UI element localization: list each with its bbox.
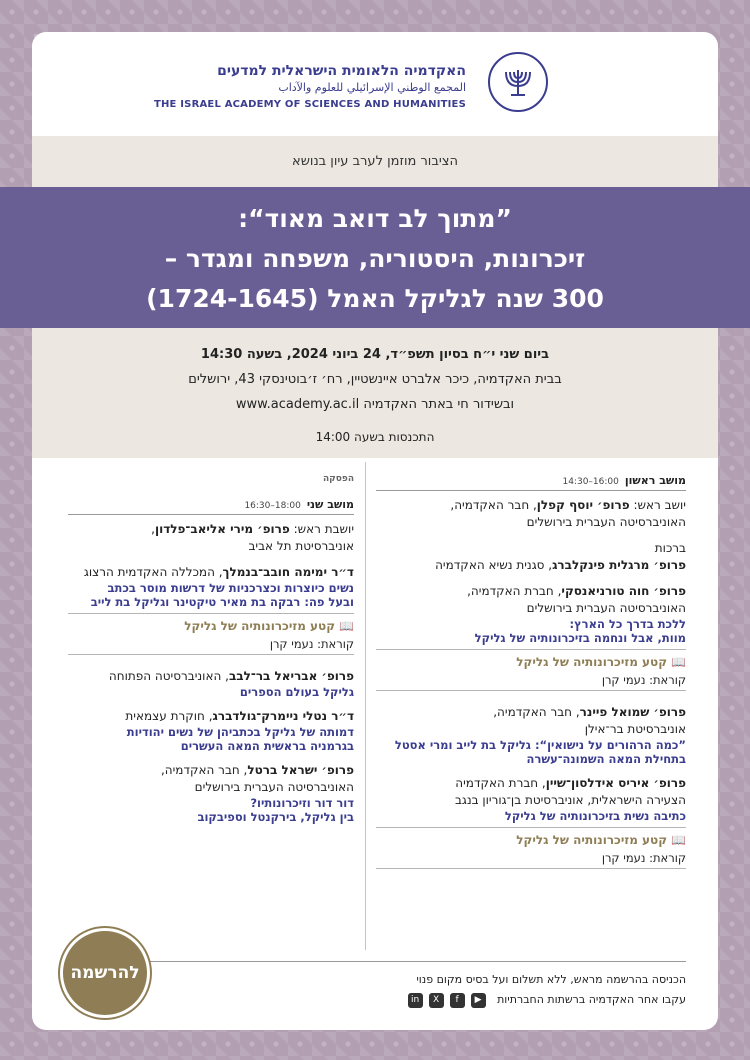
- session-1: [376, 474, 686, 873]
- event-stream: ובשידור חי באתר האקדמיה www.academy.ac.il: [235, 397, 515, 412]
- speaker-name: ד״ר נטלי ניימרק־גולדברג: [212, 709, 354, 723]
- invitation-card: [32, 32, 718, 1030]
- reading-title: קטע מזיכרונותיה של גליקל: [184, 619, 336, 633]
- event-date: ביום שני י״ח בסיון תשפ״ד, 24 ביוני 2024, בשעה 14:30: [200, 347, 550, 362]
- title-band: [0, 187, 750, 328]
- speaker-affiliation: אוניברסיטת בר־אילן: [584, 722, 686, 736]
- speaker-rest: , חוקרת עצמאית: [125, 709, 213, 723]
- reading-block: [376, 649, 686, 691]
- header: [32, 32, 718, 136]
- reading-block: [376, 827, 686, 869]
- session-1-heading: [376, 474, 686, 491]
- event-info: [32, 328, 718, 458]
- talk-title: דמותה של גליקל בכתביהן של נשים יהודיות: [126, 725, 354, 739]
- talk-title: בגרמניה בראשית המאה העשרים: [180, 739, 354, 753]
- session-1-title: מושב ראשון: [624, 474, 686, 487]
- entry-note: הכניסה בהרשמה מראש, ללא תשלום ועל בסיס מקום פנוי: [416, 973, 686, 986]
- chair-rest: , חבר האקדמיה,: [450, 498, 537, 512]
- speaker-affiliation: הצעירה הישראלית, אוניברסיטת בן־גוריון בנגב: [454, 793, 686, 807]
- institution-name: [154, 62, 466, 114]
- footer: [152, 970, 686, 1010]
- talk-title: נשים כיוצרות וכצרכניות של דרשות מוסר בכתב: [107, 581, 354, 595]
- greet-name: פרופ׳ מרגלית פינקלברג: [552, 558, 686, 572]
- speaker-rest: , המכללה האקדמית הרצוג: [83, 565, 223, 579]
- talk-title: בתחילת המאה השמונה־עשרה: [526, 752, 686, 766]
- intro-band: [32, 136, 718, 188]
- speaker-rest: , חבר האקדמיה,: [160, 763, 248, 777]
- reading-title: קטע מזיכרונותיה של גליקל: [516, 655, 668, 669]
- chair-rest: ,: [151, 522, 155, 536]
- chair-prefix: יושב ראש:: [629, 498, 686, 512]
- chair-affiliation: אוניברסיטת תל אביב: [248, 539, 354, 553]
- talk-title: דור דור וזיכרונותיו?: [250, 796, 354, 810]
- speaker-rest: , חבר האקדמיה,: [493, 705, 580, 719]
- talk-title: ללכת בדרך כל הארץ:: [569, 617, 686, 631]
- reading-reader: קוראת: נעמי קרן: [601, 673, 686, 687]
- chair-affiliation: האוניברסיטה העברית בירושלים: [526, 515, 686, 529]
- event-place: בבית האקדמיה, כיכר אלברט איינשטיין, רח׳ ז׳בוטינסקי 43, ירושלים: [188, 372, 562, 387]
- institution-name-hebrew: האקדמיה הלאומית הישראלית למדעים: [217, 63, 466, 79]
- speaker-affiliation: האוניברסיטה העברית בירושלים: [194, 780, 354, 794]
- chair-prefix: יושבת ראש:: [289, 522, 354, 536]
- greet-rest: , סגנית נשיא האקדמיה: [435, 558, 553, 572]
- speaker-rest: , חברת האקדמיה,: [467, 584, 562, 598]
- reading-reader: קוראת: נעמי קרן: [601, 851, 686, 865]
- talk-title: כתיבה נשית בזיכרונותיה של גליקל: [504, 809, 686, 823]
- menorah-logo-icon: [488, 52, 548, 112]
- speaker-affiliation: האוניברסיטה העברית בירושלים: [526, 601, 686, 615]
- youtube-icon[interactable]: ▶: [471, 993, 486, 1008]
- book-icon: 📖: [671, 655, 686, 669]
- chair-name: פרופ׳ מירי אליאב־פלדון: [154, 522, 290, 536]
- institution-name-arabic: المجمع الوطني الإسرائيلي للعلوم والآداب: [278, 81, 466, 94]
- intro-text: הציבור מוזמן לערב עיון בנושא: [292, 154, 458, 169]
- talk-title: ”כמה הרהורים על נישואין“: גליקל בת לייב ומרי אסטל: [394, 738, 686, 752]
- talk-title: בין גליקל, בירקנטל וספיבקוב: [197, 810, 354, 824]
- session-2-heading: [68, 498, 354, 515]
- session-2-time: 18:00–16:30: [244, 501, 301, 511]
- event-gathering: התכנסות בשעה 14:00: [315, 430, 435, 444]
- footer-divider: [150, 961, 686, 962]
- title-line-1: ”מתוך לב דואב מאוד“:: [238, 204, 512, 233]
- book-icon: 📖: [339, 619, 354, 633]
- institution-name-english: THE ISRAEL ACADEMY OF SCIENCES AND HUMANITIES: [153, 99, 466, 110]
- social-icons: [408, 993, 486, 1008]
- speaker-rest: , חברת האקדמיה: [455, 776, 546, 790]
- register-button[interactable]: להרשמה: [60, 928, 150, 1018]
- speaker-name: פרופ׳ אבריאל בר־לבב: [228, 669, 354, 683]
- session-2: [68, 474, 354, 824]
- session-1-time: 16:00–14:30: [562, 477, 619, 487]
- talk-title: מוות, אבל ונחמה בזיכרונותיה של גליקל: [474, 631, 686, 645]
- column-divider: [365, 462, 366, 950]
- talk-title: גליקל בעולם הספרים: [239, 685, 354, 699]
- talk-title: ובעל פה: רבקה בת מאיר טיקטינר וגליקל בת לייב: [90, 595, 354, 609]
- speaker-name: פרופ׳ חוה טורניאנסקי: [561, 584, 686, 598]
- book-icon: 📖: [671, 833, 686, 847]
- speaker-name: ד״ר ימימה חובב־בנמלך: [222, 565, 354, 579]
- linkedin-icon[interactable]: in: [408, 993, 423, 1008]
- reading-block: [68, 613, 354, 655]
- chair-name: פרופ׳ יוסף קפלן: [536, 498, 630, 512]
- speaker-name: פרופ׳ ישראל ברטל: [247, 763, 354, 777]
- title-line-3: 300 שנה לגליקל האמל (1724-1645): [146, 284, 604, 313]
- break-label: הפסקה: [322, 474, 354, 484]
- speaker-name: פרופ׳ איריס אידלסון־שיין: [545, 776, 686, 790]
- facebook-icon[interactable]: f: [450, 993, 465, 1008]
- greetings-label: ברכות: [654, 541, 686, 555]
- session-2-title: מושב שני: [306, 498, 354, 511]
- speaker-name: פרופ׳ שמואל פיינר: [579, 705, 686, 719]
- x-icon[interactable]: X: [429, 993, 444, 1008]
- speaker-rest: , האוניברסיטה הפתוחה: [108, 669, 229, 683]
- reading-title: קטע מזיכרונותיה של גליקל: [516, 833, 668, 847]
- follow-note: עקבו אחר האקדמיה ברשתות החברתיות: [497, 993, 686, 1006]
- title-line-2: זיכרונות, היסטוריה, משפחה ומגדר –: [164, 244, 586, 273]
- reading-reader: קוראת: נעמי קרן: [269, 637, 354, 651]
